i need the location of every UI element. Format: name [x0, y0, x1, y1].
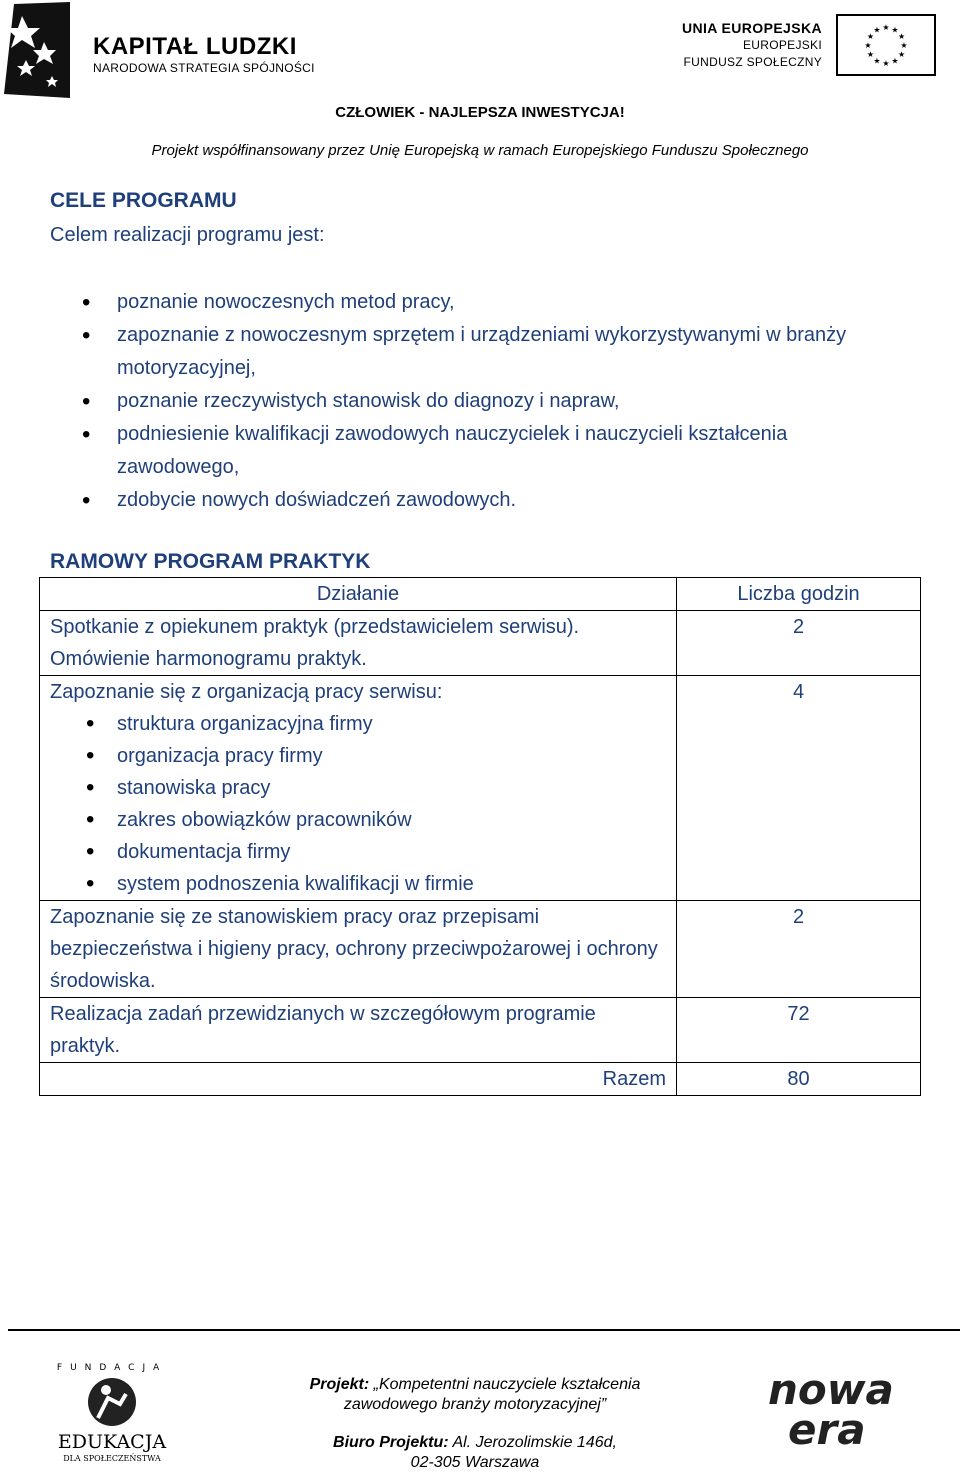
- goal-item: • podniesienie kwalifikacji zawodowych nauczycielek i nauczycieli kształcenia zawodowego,: [80, 418, 900, 484]
- svg-text:FUNDACJA: FUNDACJA: [56, 1363, 168, 1373]
- kapital-ludzki-subtitle: NARODOWA STRATEGIA SPÓJNOŚCI: [93, 61, 315, 75]
- fundacja-edukacja-logo: [50, 1360, 175, 1465]
- project-name-2: zawodowego branży motoryzacyjnej”: [343, 1396, 607, 1413]
- table-row: [40, 998, 921, 1063]
- footer-project: [290, 1375, 660, 1415]
- hours-cell: 72: [677, 998, 921, 1063]
- footer-divider: [8, 1329, 960, 1331]
- eu-star-icon: ★: [900, 41, 908, 50]
- goal-item: • zapoznanie z nowoczesnym sprzętem i urządzeniami wykorzystywanymi w branży motoryzacyjnej,: [80, 319, 900, 385]
- program-table: [39, 577, 921, 1096]
- table-row: [40, 611, 921, 676]
- eu-flag-icon: [836, 14, 936, 76]
- eu-star-icon: ★: [891, 56, 899, 66]
- table-header-row: [40, 578, 921, 611]
- ue-line-1: UNIA EUROPEJSKA: [681, 20, 822, 36]
- eu-star-icon: ★: [866, 50, 874, 59]
- total-value: 80: [677, 1063, 921, 1096]
- motto: CZŁOWIEK - NAJLEPSZA INWESTYCJA!: [335, 104, 625, 121]
- kapital-ludzki-title: KAPITAŁ LUDZKI: [93, 33, 297, 60]
- eu-star-icon: ★: [873, 25, 881, 35]
- action-sublist: [50, 708, 666, 900]
- nowa-era-logo: [760, 1368, 910, 1448]
- col-header-action: Działanie: [40, 578, 677, 611]
- svg-text:nowa: nowa: [768, 1368, 894, 1414]
- project-name-1: „Kompetentni nauczyciele kształcenia: [373, 1376, 641, 1393]
- list-item: • system podnoszenia kwalifikacji w firmie: [50, 868, 666, 900]
- goal-item: • zdobycie nowych doświadczeń zawodowych.: [80, 484, 900, 517]
- total-label: Razem: [40, 1063, 677, 1096]
- eu-star-icon: ★: [873, 56, 881, 66]
- action-cell: Zapoznanie się ze stanowiskiem pracy oraz przepisami bezpieczeństwa i higieny pracy, ochrony przeciwpożarowej i ochrony środowiska.: [40, 901, 677, 998]
- col-header-hours: Liczba godzin: [677, 578, 921, 611]
- footer-office: [290, 1433, 660, 1473]
- goal-item: • poznanie rzeczywistych stanowisk do diagnozy i napraw,: [80, 385, 900, 418]
- action-cell: Realizacja zadań przewidzianych w szczegółowym programie praktyk.: [40, 998, 677, 1063]
- list-item: • zakres obowiązków pracowników: [50, 804, 666, 836]
- ue-line-2: EUROPEJSKI: [742, 38, 822, 52]
- kapital-ludzki-logo: [4, 2, 70, 98]
- svg-text:DLA SPOŁECZEŃSTWA: DLA SPOŁECZEŃSTWA: [63, 1454, 161, 1463]
- cofinancing-note: Projekt współfinansowany przez Unię Europejską w ramach Europejskiego Funduszu Społecznego: [151, 142, 809, 159]
- action-text: Zapoznanie się z organizacją pracy serwisu:: [50, 681, 443, 703]
- table-row: [40, 901, 921, 998]
- table-row: [40, 676, 921, 901]
- action-cell: [40, 676, 677, 901]
- eu-star-icon: ★: [898, 32, 906, 41]
- office-label: Biuro Projektu:: [333, 1434, 449, 1451]
- action-text: Spotkanie z opiekunem praktyk (przedstawicielem serwisu).: [50, 616, 580, 638]
- eu-star-icon: ★: [898, 50, 906, 59]
- project-label: Projekt:: [309, 1376, 370, 1393]
- eu-star-icon: ★: [882, 59, 890, 68]
- list-item: • organizacja pracy firmy: [50, 740, 666, 772]
- svg-text:era: era: [788, 1405, 866, 1448]
- eu-star-icon: ★: [866, 32, 874, 41]
- office-addr-2: 02-305 Warszawa: [410, 1454, 540, 1471]
- eu-star-icon: ★: [891, 25, 899, 35]
- cele-heading: CELE PROGRAMU: [50, 189, 237, 212]
- hours-cell: 2: [677, 611, 921, 676]
- office-addr-1: Al. Jerozolimskie 146d,: [452, 1434, 617, 1451]
- action-text: Omówienie harmonogramu praktyk.: [50, 648, 367, 670]
- ramowy-heading: RAMOWY PROGRAM PRAKTYK: [50, 550, 371, 573]
- ue-logo-text: [682, 20, 822, 71]
- list-item: • struktura organizacyjna firmy: [50, 708, 666, 740]
- hours-cell: 2: [677, 901, 921, 998]
- goal-item: • poznanie nowoczesnych metod pracy,: [80, 286, 900, 319]
- list-item: • stanowiska pracy: [50, 772, 666, 804]
- cele-intro: Celem realizacji programu jest:: [50, 224, 325, 246]
- ue-line-3: FUNDUSZ SPOŁECZNY: [683, 55, 822, 69]
- action-cell: [40, 611, 677, 676]
- svg-text:EDUKACJA: EDUKACJA: [57, 1431, 167, 1453]
- eu-star-icon: ★: [882, 23, 890, 32]
- eu-star-icon: ★: [864, 41, 872, 50]
- total-row: [40, 1063, 921, 1096]
- list-item: • dokumentacja firmy: [50, 836, 666, 868]
- goals-list: [80, 286, 900, 517]
- hours-cell: 4: [677, 676, 921, 901]
